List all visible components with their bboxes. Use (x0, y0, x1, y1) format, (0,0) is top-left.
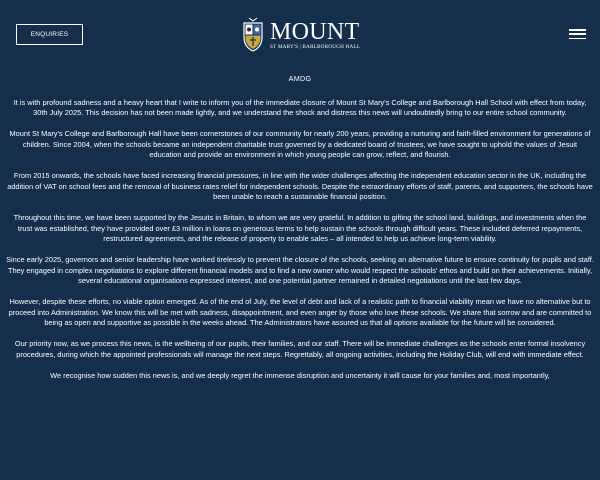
menu-line (569, 33, 586, 35)
site-logo[interactable] (240, 16, 362, 54)
logo-title: MOUNT (270, 18, 360, 45)
announcement-paragraph: We recognise how sudden this news is, and we deeply regret the immense disruption and uncertainty it will cause for your families and, most importantly, (50, 370, 550, 380)
announcement-paragraph: Mount St Mary's College and Barlborough Hall have been cornerstones of our community for nearly 200 years, providing a nurturing and faith-filled environment for generations of children. Since 2004, when the schools became an independent charitable trust governed by a dedicated board of trustees, we have sought to uphold the values of Jesuit education and provide an environment in which young people can grow, reflect, and flourish. (9, 129, 591, 159)
logo-text (270, 18, 361, 50)
announcement-heading: AMDG (288, 74, 312, 83)
enquiries-button[interactable]: ENQUIRIES (16, 24, 83, 45)
announcement-paragraph: Throughout this time, we have been supported by the Jesuits in Britain, to whom we are very grateful. In addition to gifting the school land, buildings, and investments when the trust was established, they have provided over £3 million in loans on generous terms to help sustain the schools through difficult years. These included deferred repayments, restructured agreements, and the release of property to enable sales – all intended to help us achieve long-term viability. (13, 213, 587, 243)
announcement-paragraph: From 2015 onwards, the schools have faced increasing financial pressures, in line with the wider challenges affecting the independent education sector in the UK, including the addition of VAT on school fees and the removal of business rates relief for independent schools. Despite the extraordinary efforts of staff, parents, and supporters, the schools have been unable to reach a sustainable financial position. (7, 171, 593, 201)
announcement-paragraph: It is with profound sadness and a heavy heart that I write to inform you of the immediate closure of Mount St Mary's College and Barlborough Hall School with effect from today, 30th July 2025. This decision has not been made lightly, and we understand the shock and distress this news will undoubtedly bring to our entire school community. (13, 97, 587, 117)
announcement-paragraph: However, despite these efforts, no viable option emerged. As of the end of July, the level of debt and lack of a realistic path to financial viability mean we have no alternative but to proceed into Administration. We know this will be met with sadness, disappointment, and even anger by those who love these schools. We share that sorrow and are committed to being as open and supportive as possible in the weeks ahead. The Administrators have assured us that all options available for the future will be considered. (8, 297, 592, 327)
menu-line (569, 38, 586, 40)
announcement-paragraph: Our priority now, as we process this news, is the wellbeing of our pupils, their families, and our staff. There will be immediate challenges as the schools enter formal insolvency procedures, during which the appointed professionals will manage the next steps. Regrettably, all ongoing activities, including the Holiday Club, will end with immediate effect. (14, 339, 586, 359)
site-header (0, 0, 600, 66)
menu-line (569, 29, 586, 31)
announcement-paragraph: Since early 2025, governors and senior leadership have worked tirelessly to prevent the closure of the schools, seeking an alternative future to ensure continuity for pupils and staff. They engaged in complex negotiations to explore different financial models and to find a new owner who would respect the schools' ethos and build on their achievements. Initially, several educational organisations expressed interest, and one potential partner remained in detailed negotiations until the last few days. (6, 255, 594, 285)
announcement (6, 74, 594, 392)
logo-subtitle: ST MARY'S | BARLBOROUGH HALL (270, 43, 361, 50)
hamburger-menu-icon[interactable] (569, 29, 586, 39)
school-crest-icon (240, 17, 266, 53)
